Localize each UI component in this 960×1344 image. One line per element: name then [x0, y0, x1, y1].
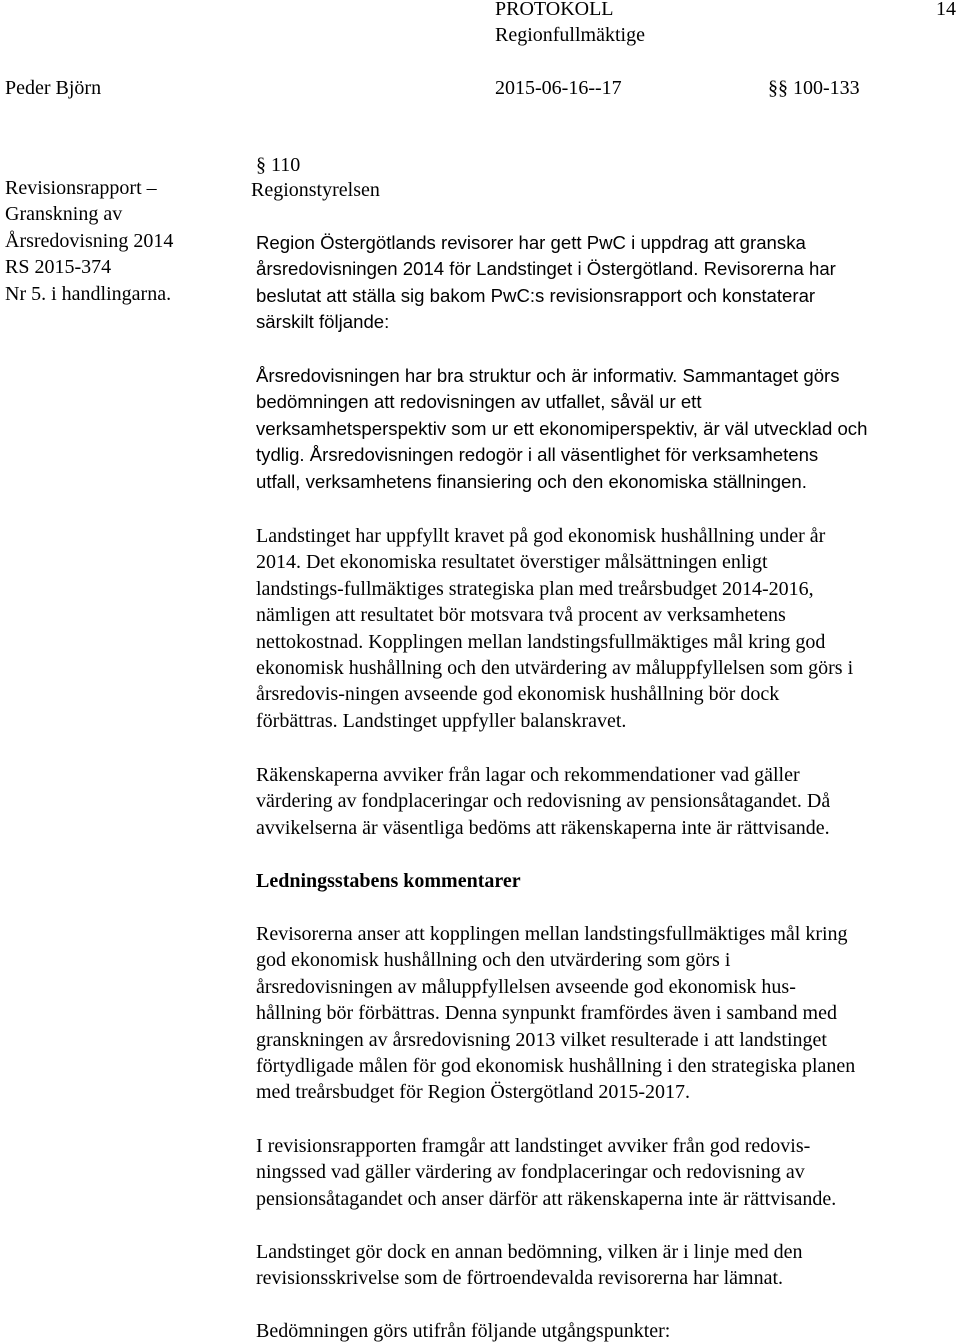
text-line: beslutat att ställa sig bakom PwC:s revisionsrapport och konstaterar: [256, 284, 816, 306]
findings-paragraph-1: [256, 363, 956, 495]
page-number: 14: [936, 0, 956, 20]
text-line: I revisionsrapporten framgår att landstinget avviker från god redovis-: [256, 1135, 811, 1157]
section-range: §§ 100-133: [768, 77, 860, 99]
sidebar-line: Årsredovisning 2014: [5, 229, 174, 252]
protocol-label: PROTOKOLL: [495, 0, 614, 20]
text-line: hållning bör förbättras. Denna synpunkt framfördes även i samband med: [256, 1002, 837, 1025]
text-line: ningssed vad gäller värdering av fondplaceringar och redovisning av: [256, 1161, 805, 1184]
sidebar-line: Revisionsrapport –: [5, 177, 157, 199]
comments-paragraph-2: [256, 1133, 956, 1212]
text-line: avvikelserna är väsentliga bedöms att räkenskaperna inte är rättvisande.: [256, 816, 830, 839]
text-line: med treårsbudget för Region Östergötland 2015-2017.: [256, 1081, 690, 1104]
comments-paragraph-4: [256, 1318, 956, 1344]
text-line: landstings-fullmäktiges strategiska plan med treårsbudget 2014-2016,: [256, 577, 814, 600]
text-line: Räkenskaperna avviker från lagar och rekommendationer vad gäller: [256, 764, 800, 786]
text-line: tydlig. Årsredovisningen redogör i all väsentlighet för verksamhetens: [256, 444, 819, 466]
text-line: nettokostnad. Kopplingen mellan landstingsfullmäktiges mål kring god: [256, 630, 826, 653]
case-sidebar: [5, 175, 235, 307]
meeting-dates: 2015-06-16--17: [495, 77, 622, 99]
findings-paragraph-3: [256, 762, 956, 841]
sidebar-line: Granskning av: [5, 203, 123, 226]
text-line: Bedömningen görs utifrån följande utgångspunkter:: [256, 1320, 671, 1342]
text-line: granskningen av årsredovisning 2013 vilket resulterade i att landstinget: [256, 1028, 827, 1051]
text-line: verksamhetsperspektiv som ur ett ekonomiperspektiv, är väl utvecklad och: [256, 417, 868, 439]
comments-paragraph-1: [256, 921, 956, 1106]
text-line: förbättras. Landstinget uppfyller balanskravet.: [256, 709, 627, 732]
author: Peder Björn: [5, 77, 102, 99]
text-line: förtydligade målen för god ekonomisk hushållning i den strategiska planen: [256, 1055, 856, 1078]
text-line: 2014. Det ekonomiska resultatet överstiger målsättningen enligt: [256, 551, 768, 574]
sidebar-line: RS 2015-374: [5, 256, 112, 279]
text-line: Landstinget har uppfyllt kravet på god ekonomisk hushållning under år: [256, 525, 826, 547]
text-line: Region Östergötlands revisorer har gett PwC i uppdrag att granska: [256, 232, 806, 253]
text-line: pensionsåtagandet och anser därför att räkenskaperna inte är rättvisande.: [256, 1187, 837, 1210]
text-line: god ekonomisk hushållning och den utvärdering som görs i: [256, 949, 731, 972]
section-mark: § 110: [256, 154, 301, 176]
text-line: Revisorerna anser att kopplingen mellan landstingsfullmäktiges mål kring: [256, 923, 848, 945]
text-line: bedömningen att redovisningen av utfallet, såväl ur ett: [256, 391, 702, 413]
text-line: ekonomisk hushållning och den utvärdering av måluppfyllelsen som görs i: [256, 657, 854, 680]
text-line: nämligen att resultatet bör motsvara två procent av verksamhetens: [256, 604, 786, 627]
findings-paragraph-2: [256, 523, 956, 734]
comments-paragraph-3: [256, 1239, 956, 1292]
text-line: årsredovisningen 2014 för Landstinget i Östergötland. Revisorerna har: [256, 258, 836, 280]
text-line: revisionsskrivelse som de förtroendevalda revisorerna har lämnat.: [256, 1267, 784, 1290]
comments-heading: Ledningsstabens kommentarer: [256, 870, 521, 892]
organization: Regionfullmäktige: [495, 24, 645, 46]
text-line: årsredovisningen av måluppfyllelsen avseende god ekonomisk hus-: [256, 975, 796, 998]
text-line: Årsredovisningen har bra struktur och är informativ. Sammantaget görs: [256, 365, 840, 386]
sidebar-line: Nr 5. i handlingarna.: [5, 282, 172, 305]
text-line: utfall, verksamhetens finansiering och den ekonomiska ställningen.: [256, 470, 807, 492]
text-line: värdering av fondplaceringar och redovisning av pensionsåtagandet. Då: [256, 790, 831, 813]
text-line: årsredovis-ningen avseende god ekonomisk hushållning bör dock: [256, 683, 780, 706]
text-line: särskilt följande:: [256, 311, 390, 333]
section-authority: Regionstyrelsen: [251, 179, 380, 201]
text-line: Landstinget gör dock en annan bedömning, vilken är i linje med den: [256, 1241, 803, 1263]
intro-paragraph: [256, 230, 956, 336]
